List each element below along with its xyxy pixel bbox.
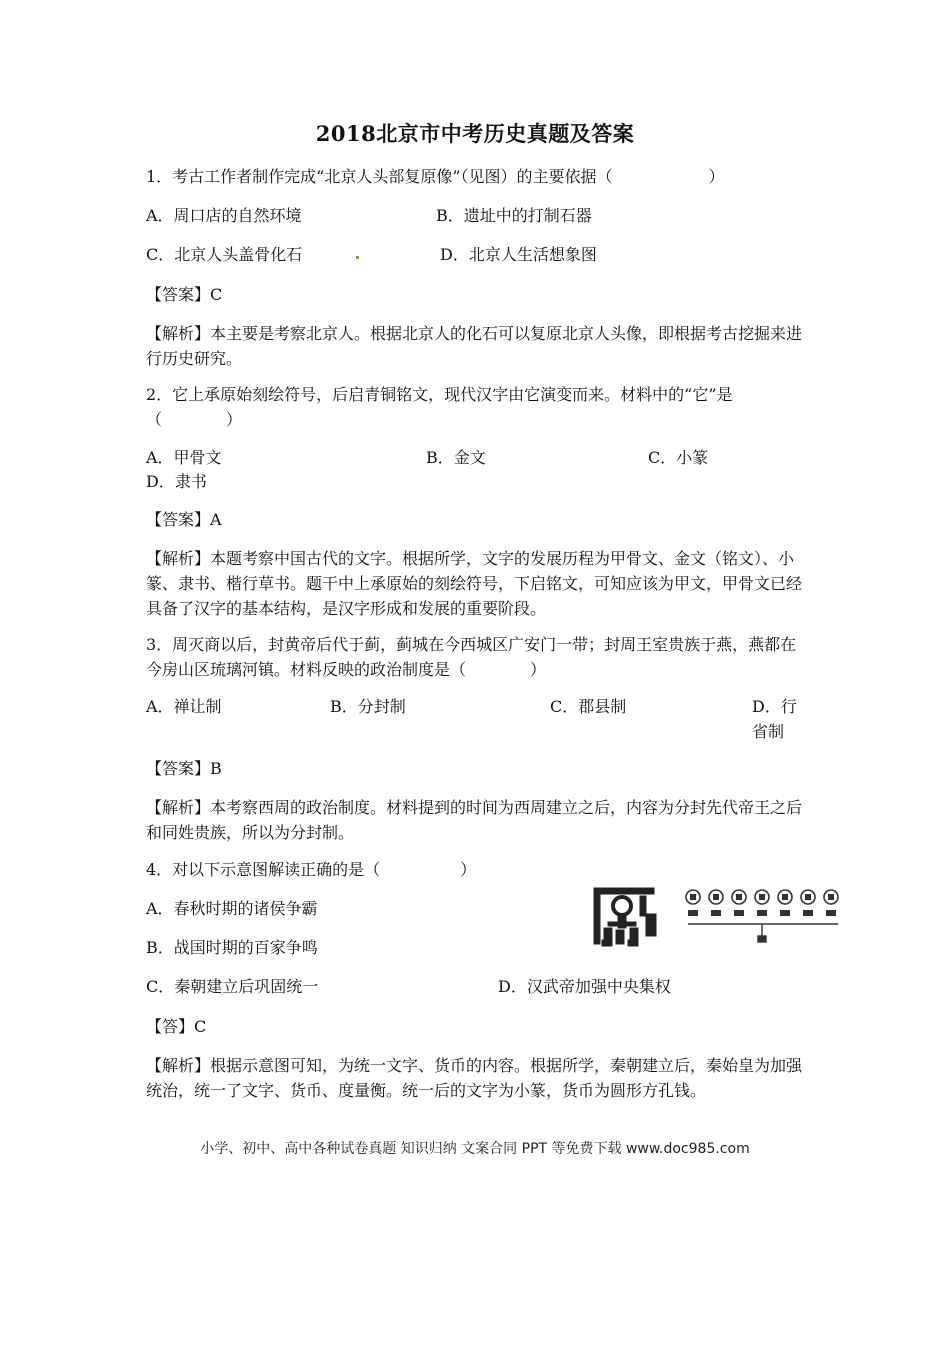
question-1-analysis: 【解析】本主要是考察北京人。根据北京人的化石可以复原北京人头像，即根据考古挖掘来进行历史研究。 [146, 324, 803, 368]
question-4-option-a: A．春秋时期的诸侯争霸 [146, 899, 318, 918]
question-4-analysis: 【解析】根据示意图可知，为统一文字、货币的内容。根据所学，秦朝建立后，秦始皇为加强统治，统一了文字、货币、度量衡。统一后的文字为小篆，货币为圆形方孔钱。 [146, 1056, 803, 1100]
question-2-answer: 【答案】A [146, 510, 222, 529]
question-2-option-b: B．金文 [426, 448, 486, 467]
question-3-analysis: 【解析】本考察西周的政治制度。材料提到的时间为西周建立之后，内容为分封先代帝王之后和同姓贵族，所以为分封制。 [146, 798, 803, 842]
question-1-option-b: B．遗址中的打制石器 [436, 206, 592, 225]
ancient-script-glyph-icon [594, 888, 656, 946]
question-4-stem: 4．对以下示意图解读正确的是（ ） [146, 860, 477, 879]
question-3-stem: 3．周灭商以后，封黄帝后代于蓟，蓟城在今西城区广安门一带；封周王室贵族于燕，燕都在今房山区琉璃河镇。材料反映的政治制度是（ ） [146, 635, 797, 679]
question-2-option-a: A．甲骨文 [146, 448, 222, 467]
unification-diagram-figure [590, 884, 850, 954]
question-4-option-b: B．战国时期的百家争鸣 [146, 938, 318, 957]
question-2-analysis: 【解析】本题考察中国古代的文字。根据所学，文字的发展历程为甲骨文、金文（铭文）、小篆、隶书、楷行草书。题干中上承原始的刻绘符号，下启铭文，可知应该为甲文，甲骨文已经具备了汉字的基本结构，是汉字形成和发展的重要阶段。 [146, 549, 803, 618]
question-4-answer: 【答】C [146, 1017, 207, 1036]
question-3-option-c: C．郡县制 [550, 697, 627, 716]
question-4-option-c: C．秦朝建立后巩固统一 [146, 977, 319, 996]
page-title: 2018北京市中考历史真题及答案 [315, 121, 635, 146]
question-1-option-c: C．北京人头盖骨化石 [146, 245, 303, 264]
question-1-option-d: D．北京人生活想象图 [440, 245, 597, 264]
convergence-lines [688, 924, 838, 942]
question-1-stem: 1．考古工作者制作完成“北京人头部复原像”（见图）的主要依据（ ） [146, 167, 725, 186]
question-3-option-b: B．分封制 [330, 697, 406, 716]
question-4-option-d: D．汉武帝加强中央集权 [498, 977, 671, 996]
question-3-option-d: D．行省制 [752, 697, 797, 741]
question-3-answer: 【答案】B [146, 759, 222, 778]
question-2-option-c: C．小篆 [648, 448, 709, 467]
coin-holes [690, 894, 834, 900]
stray-mark [356, 256, 359, 259]
seal-script-row [688, 910, 836, 916]
question-2-option-d: D．隶书 [146, 472, 207, 491]
question-3-option-a: A．禅让制 [146, 697, 222, 716]
question-2-stem: 2．它上承原始刻绘符号，后启青铜铭文，现代汉字由它演变而来。材料中的“它”是（ ） [146, 385, 733, 429]
question-3-option-d-wrap [752, 694, 812, 744]
question-1-option-a: A．周口店的自然环境 [146, 206, 302, 225]
question-1-answer: 【答案】C [146, 285, 223, 304]
footer-text: 小学、初中、高中各种试卷真题 知识归纳 文案合同 PPT 等免费下载 www.doc985.com [200, 1141, 750, 1157]
